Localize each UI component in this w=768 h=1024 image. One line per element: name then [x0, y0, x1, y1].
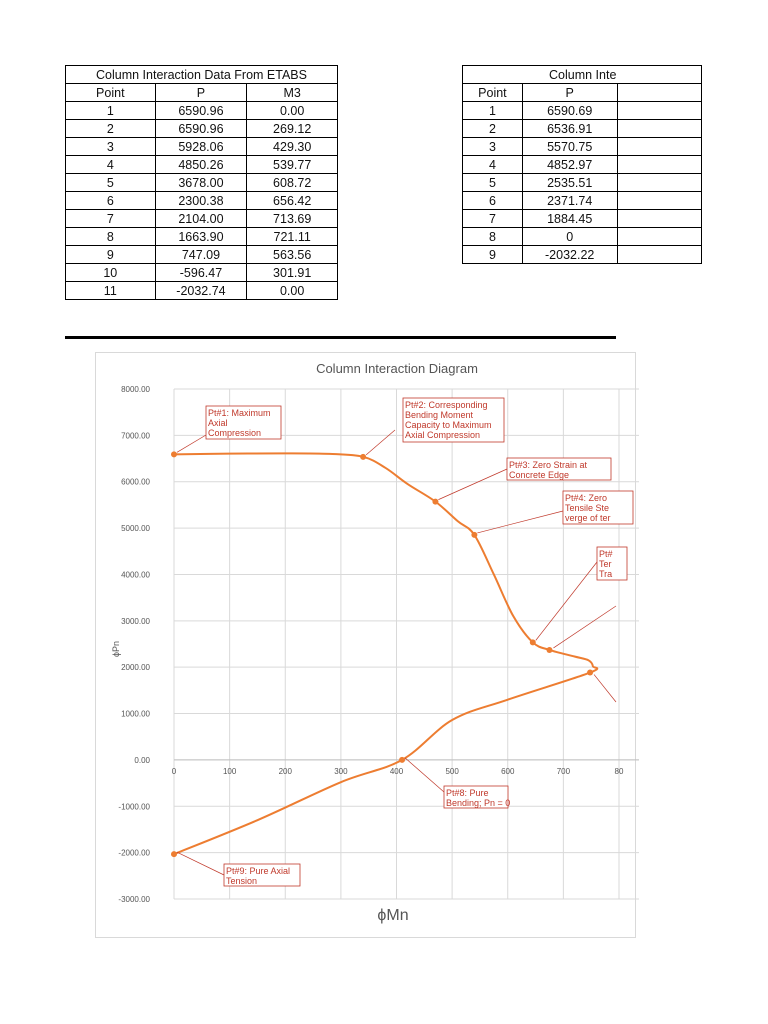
callout-text: Ter — [599, 559, 612, 569]
column-header: P — [522, 84, 617, 102]
callout-text: Concrete Edge — [509, 470, 570, 480]
table-cell: 8 — [463, 228, 523, 246]
table-row — [66, 120, 338, 138]
table-cell: 4852.97 — [522, 156, 617, 174]
y-tick-label: 3000.00 — [121, 616, 150, 626]
table-cell: 3 — [463, 138, 523, 156]
table-row — [66, 102, 338, 120]
table-cell: 608.72 — [247, 174, 338, 192]
x-tick-label: 100 — [222, 766, 237, 776]
table-cell — [617, 174, 701, 192]
table-cell: -2032.74 — [155, 282, 247, 300]
table-row — [463, 120, 702, 138]
y-tick-label: -3000.00 — [118, 895, 150, 904]
y-axis-label: ϕPn — [111, 640, 121, 658]
callout-text: Tensile Ste — [565, 503, 610, 513]
table-cell: 2535.51 — [522, 174, 617, 192]
table-cell: 6536.91 — [522, 120, 617, 138]
table-cell: 5928.06 — [155, 138, 247, 156]
data-point — [171, 451, 177, 457]
table-cell: 3678.00 — [155, 174, 247, 192]
table-cell: 747.09 — [155, 246, 247, 264]
table-cell: 2104.00 — [155, 210, 247, 228]
y-tick-label: -2000.00 — [118, 848, 150, 858]
table-cell: 4 — [66, 156, 156, 174]
data-point — [432, 499, 438, 505]
table-cell: 11 — [66, 282, 156, 300]
x-tick-label: 500 — [445, 766, 459, 776]
table-cell: 8 — [66, 228, 156, 246]
callout-text: Capacity to Maximum — [405, 420, 492, 430]
table-cell: 721.11 — [247, 228, 338, 246]
x-tick-label: 700 — [556, 766, 571, 776]
chart-title: Column Interaction Diagram — [316, 361, 478, 376]
table-cell: 3 — [66, 138, 156, 156]
data-point — [360, 454, 366, 460]
callout-text: Pt#4: Zero — [565, 493, 608, 503]
y-tick-label: 1000.00 — [121, 709, 150, 719]
etabs-interaction-table — [65, 65, 338, 300]
table-cell — [617, 156, 701, 174]
table-cell: 2300.38 — [155, 192, 247, 210]
table-row — [463, 210, 702, 228]
table-cell: 429.30 — [247, 138, 338, 156]
table-cell: 656.42 — [247, 192, 338, 210]
y-tick-label: 8000.00 — [121, 385, 150, 394]
table-row — [463, 102, 702, 120]
callout-text: Tension — [226, 876, 258, 886]
y-tick-label: 6000.00 — [121, 477, 150, 487]
x-tick-label: 200 — [278, 766, 292, 776]
y-tick-label: 7000.00 — [121, 431, 150, 441]
x-tick-label: 600 — [501, 766, 515, 776]
table-cell: 6 — [66, 192, 156, 210]
callout-text: Axial Compression — [405, 430, 481, 440]
section-divider — [65, 336, 616, 339]
table-row — [66, 246, 338, 264]
interaction-chart — [95, 352, 624, 938]
table-cell: 539.77 — [247, 156, 338, 174]
table-cell: 0.00 — [247, 102, 338, 120]
table-cell: 563.56 — [247, 246, 338, 264]
callout-text: Bending; Pn = 0 — [446, 798, 511, 808]
table-cell — [617, 228, 701, 246]
table-row — [463, 192, 702, 210]
table-cell: 9 — [66, 246, 156, 264]
callout-text: Pt#8: Pure — [446, 788, 489, 798]
column-header: P — [155, 84, 247, 102]
x-tick-label: 0 — [171, 766, 177, 776]
table-cell: 7 — [463, 210, 523, 228]
callout-text: Pt#3: Zero Strain at — [509, 460, 588, 470]
table-cell — [617, 192, 701, 210]
table-cell: 10 — [66, 264, 156, 282]
table-title: Column Inte — [463, 66, 702, 84]
y-tick-label: -1000.00 — [118, 802, 150, 812]
callout-text: verge of ter — [565, 513, 611, 523]
callout-text: Pt#9: Pure Axial — [226, 866, 291, 876]
table-cell: 6590.96 — [155, 120, 247, 138]
table-cell: 1884.45 — [522, 210, 617, 228]
second-interaction-table — [462, 65, 702, 264]
table-cell: 713.69 — [247, 210, 338, 228]
column-header: M3 — [247, 84, 338, 102]
table-cell — [617, 120, 701, 138]
table-cell — [617, 138, 701, 156]
table-cell: 4 — [463, 156, 523, 174]
table-cell: 1 — [463, 102, 523, 120]
callout-text: Pt#1: Maximum — [208, 408, 271, 418]
table-cell: 2 — [463, 120, 523, 138]
table-row — [463, 246, 702, 264]
chart-border — [96, 353, 636, 938]
table-cell: 5570.75 — [522, 138, 617, 156]
table-row — [66, 192, 338, 210]
data-point — [171, 851, 177, 857]
table-body — [66, 102, 338, 300]
callout-text: Compression — [208, 428, 262, 438]
table-row — [66, 174, 338, 192]
table-cell — [617, 210, 701, 228]
column-header: Point — [66, 84, 156, 102]
second-table-viewport — [462, 65, 617, 275]
table-cell: 6590.96 — [155, 102, 247, 120]
y-tick-label: 2000.00 — [121, 663, 150, 673]
data-point — [399, 757, 405, 763]
table-cell: 4850.26 — [155, 156, 247, 174]
table-cell: 1 — [66, 102, 156, 120]
data-point — [530, 639, 536, 645]
table-cell: 269.12 — [247, 120, 338, 138]
y-tick-label: 4000.00 — [121, 570, 150, 580]
data-point — [546, 647, 552, 653]
table-row — [66, 156, 338, 174]
table-cell: 6 — [463, 192, 523, 210]
chart-canvas — [95, 352, 624, 938]
callout-text: Tra — [599, 569, 613, 579]
table-cell: 2 — [66, 120, 156, 138]
table-row — [463, 228, 702, 246]
table-cell: 5 — [66, 174, 156, 192]
table-cell: 1663.90 — [155, 228, 247, 246]
table-cell: 5 — [463, 174, 523, 192]
callout-text: Pt#2: Corresponding — [405, 400, 488, 410]
callout-text: Pt# — [599, 549, 613, 559]
data-point — [471, 532, 477, 538]
y-tick-label: 0.00 — [134, 755, 150, 765]
column-header: Point — [463, 84, 523, 102]
table-title: Column Interaction Data From ETABS — [66, 66, 338, 84]
callout-text: Axial — [208, 418, 228, 428]
x-tick-label: 80 — [614, 766, 624, 776]
table-row — [463, 138, 702, 156]
table-row — [66, 138, 338, 156]
callout-text: Bending Moment — [405, 410, 474, 420]
table-row — [66, 228, 338, 246]
table-row — [66, 264, 338, 282]
column-header-cut — [617, 84, 701, 102]
table-cell: -596.47 — [155, 264, 247, 282]
table-cell: 0 — [522, 228, 617, 246]
table-cell: 7 — [66, 210, 156, 228]
x-axis-label: ϕMn — [377, 907, 409, 924]
table-cell: 0.00 — [247, 282, 338, 300]
y-tick-label: 5000.00 — [121, 524, 150, 534]
x-tick-label: 300 — [334, 766, 348, 776]
table-body — [463, 102, 702, 264]
table-row — [66, 210, 338, 228]
data-point — [587, 670, 593, 676]
table-cell: 9 — [463, 246, 523, 264]
x-tick-label: 400 — [389, 766, 404, 776]
table-cell: -2032.22 — [522, 246, 617, 264]
table-row — [463, 174, 702, 192]
table-cell: 301.91 — [247, 264, 338, 282]
table-row — [463, 156, 702, 174]
table-cell: 2371.74 — [522, 192, 617, 210]
table-row — [66, 282, 338, 300]
table-cell — [617, 246, 701, 264]
table-cell — [617, 102, 701, 120]
table-cell: 6590.69 — [522, 102, 617, 120]
